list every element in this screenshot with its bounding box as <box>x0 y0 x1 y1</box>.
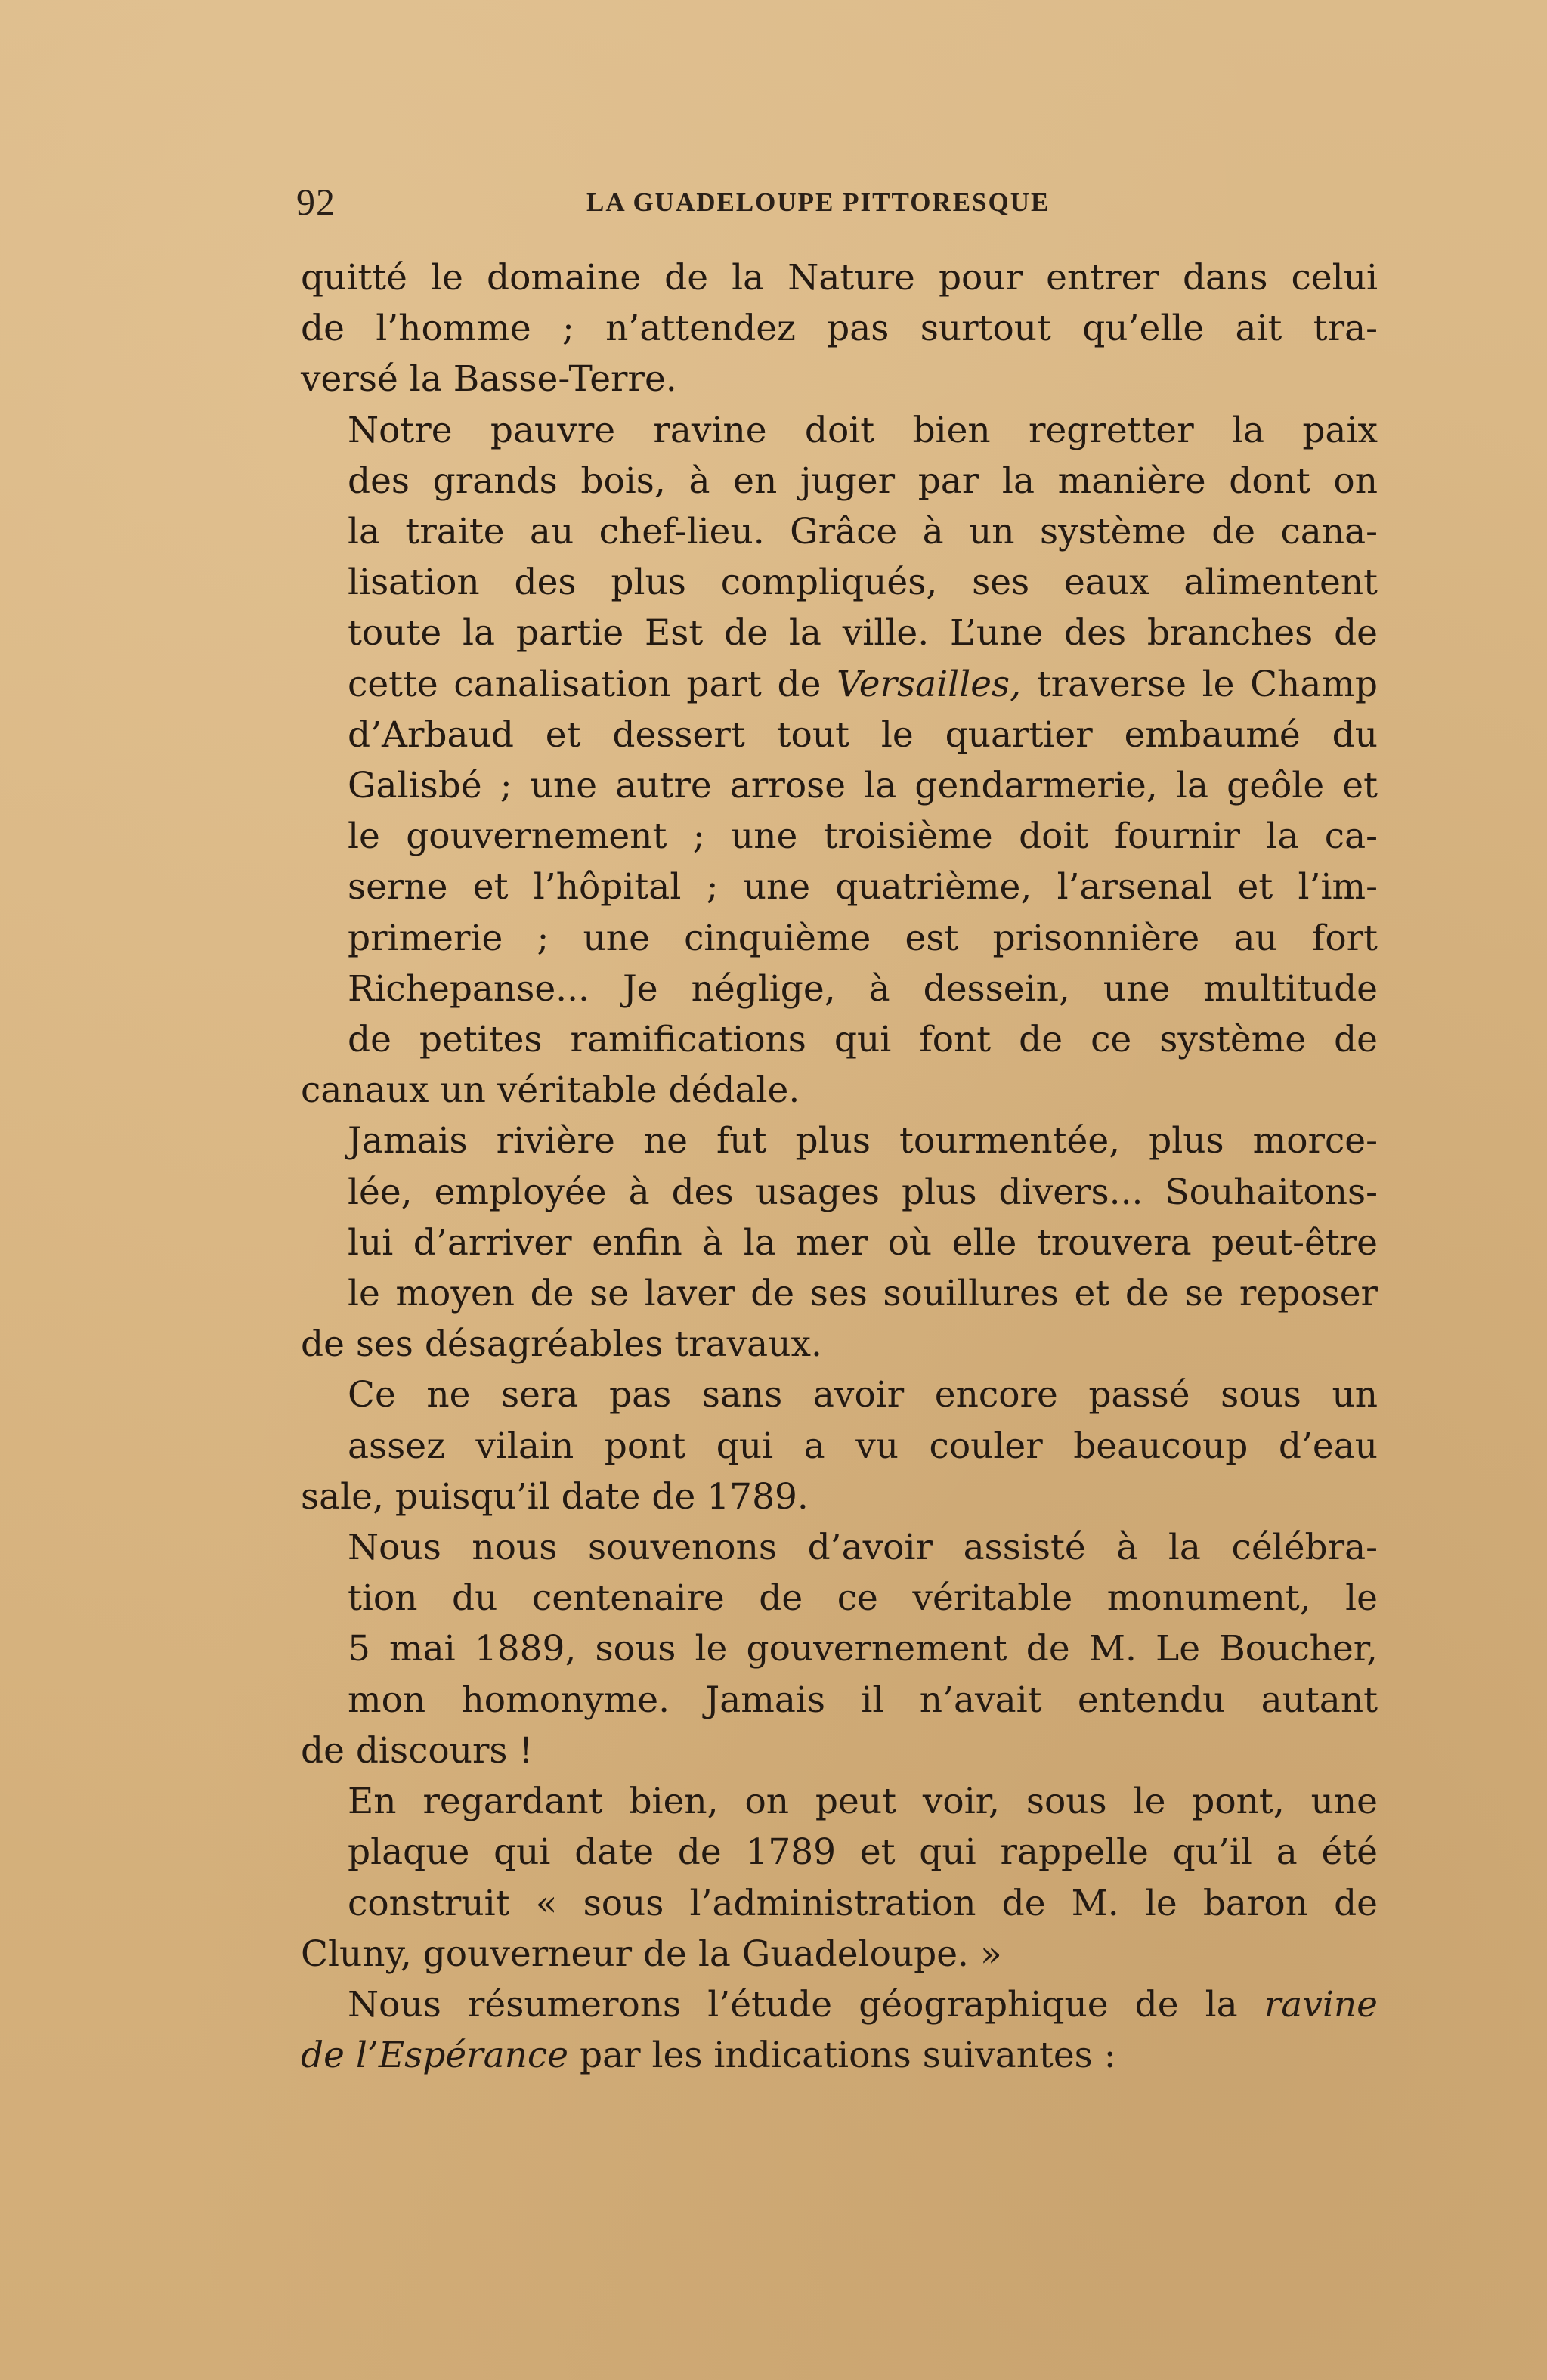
text-run: traverse le Champ <box>1021 663 1378 705</box>
text-line-mixed <box>301 1979 1378 2030</box>
text-line: d’Arbaud et dessert tout le quartier embaumé du <box>348 713 1378 756</box>
text-line: lisation des plus compliqués, ses eaux alimentent <box>348 562 1378 604</box>
text-line: Cluny, gouverneur de la Guadeloupe. » <box>301 1933 1002 1975</box>
paragraph-2 <box>301 405 1378 1116</box>
text-line: serne et l’hôpital ; une quatrième, l’arsenal et l’im- <box>348 866 1378 908</box>
page-number: 92 <box>296 181 336 223</box>
text-line: quitté le domaine de la Nature pour entrer dans celui <box>301 257 1378 299</box>
text-line: Ce ne sera pas sans avoir encore passé sous un <box>348 1374 1378 1416</box>
text-line: tion du centenaire de ce véritable monument, le <box>348 1577 1378 1620</box>
ravine-name-part-2: de l’Espérance <box>301 2035 569 2077</box>
paragraph-7 <box>301 1979 1378 2081</box>
text-line: de discours ! <box>301 1729 534 1772</box>
body-text <box>301 252 1378 2081</box>
text-line: Nous nous souvenons d’avoir assisté à la célébra- <box>348 1527 1378 1569</box>
text-run: Nous résumerons l’étude géographique de la <box>348 1983 1264 2026</box>
text-line: des grands bois, à en juger par la manière dont on <box>348 460 1378 502</box>
text-line: de petites ramifications qui font de ce système de <box>348 1019 1378 1061</box>
text-line: plaque qui date de 1789 et qui rappelle qu’il a été <box>348 1831 1378 1874</box>
text-line: En regardant bien, on peut voir, sous le pont, une <box>348 1781 1378 1823</box>
text-line: versé la Basse-Terre. <box>301 358 677 401</box>
paragraph-5 <box>301 1522 1378 1776</box>
place-name-versailles: Versailles, <box>837 663 1022 705</box>
text-line-mixed <box>301 2035 1116 2076</box>
paragraph-1 <box>301 252 1378 405</box>
text-line: Notre pauvre ravine doit bien regretter la paix <box>348 409 1378 451</box>
text-line: la traite au chef-lieu. Grâce à un système de cana- <box>348 511 1378 553</box>
text-line: Richepanse... Je néglige, à dessein, une multitude <box>348 967 1378 1010</box>
page-header <box>296 180 1090 225</box>
text-line: de l’homme ; n’attendez pas surtout qu’elle ait tra- <box>301 308 1378 350</box>
text-line: construit « sous l’administration de M. le baron de <box>348 1882 1378 1924</box>
text-line: le gouvernement ; une troisième doit fournir la ca- <box>348 816 1378 858</box>
paragraph-4 <box>301 1370 1378 1522</box>
text-line-mixed <box>301 659 1378 710</box>
text-line: mon homonyme. Jamais il n’avait entendu autant <box>348 1679 1378 1721</box>
text-line: de ses désagréables travaux. <box>301 1323 822 1366</box>
text-line: Galisbé ; une autre arrose la gendarmerie, la geôle et <box>348 765 1378 807</box>
paragraph-3 <box>301 1116 1378 1370</box>
paragraph-6 <box>301 1776 1378 1979</box>
text-line: 5 mai 1889, sous le gouvernement de M. Le Boucher, <box>348 1628 1378 1670</box>
text-line: toute la partie Est de la ville. L’une des branches de <box>348 612 1378 655</box>
text-line: lui d’arriver enfin à la mer où elle trouvera peut-être <box>348 1221 1378 1264</box>
text-line: le moyen de se laver de ses souillures et de se reposer <box>348 1273 1378 1315</box>
text-run: cette canalisation part de <box>348 663 837 705</box>
ravine-name-part-1: ravine <box>1264 1983 1378 2026</box>
text-line: lée, employée à des usages plus divers... Souhaitons- <box>348 1171 1378 1213</box>
running-title: LA GUADELOUPE PITTORESQUE <box>586 187 1050 217</box>
text-line: canaux un véritable dédale. <box>301 1069 800 1112</box>
text-line: assez vilain pont qui a vu couler beaucoup d’eau <box>348 1425 1378 1467</box>
text-line: sale, puisqu’il date de 1789. <box>301 1475 809 1518</box>
text-line: Jamais rivière ne fut plus tourmentée, plus morce- <box>348 1120 1378 1162</box>
text-line: primerie ; une cinquième est prisonnière au fort <box>348 917 1378 959</box>
text-run: par les indications suivantes : <box>568 2035 1116 2077</box>
